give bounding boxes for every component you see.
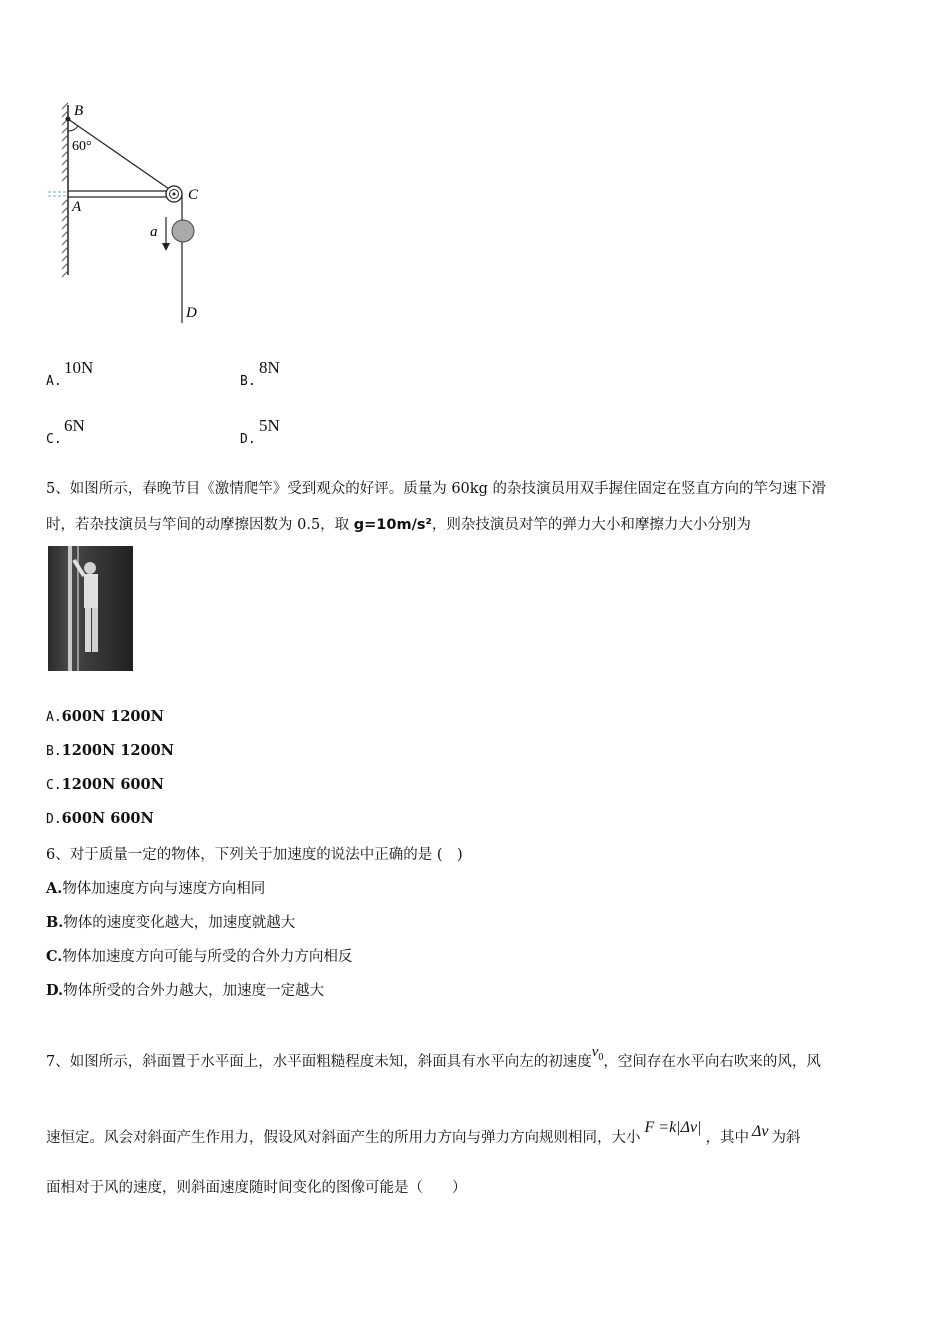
label-angle: 60°	[72, 139, 92, 154]
label-a: A	[72, 199, 82, 215]
q6-option-d-text: 物体所受的合外力越大，加速度一定越大	[63, 983, 325, 999]
q4-option-d-value: 5N	[259, 416, 280, 435]
q4-option-c-value: 6N	[64, 416, 85, 435]
q6-stem: 6、对于质量一定的物体，下列关于加速度的说法中正确的是 ( )	[46, 847, 463, 863]
q6-option-b-text: 物体的速度变化越大，加速度就越大	[63, 915, 296, 931]
q5-option-a-text: 600N 1200N	[61, 708, 164, 725]
q7-v0	[591, 1044, 604, 1063]
q6-option-c-letter: C.	[46, 948, 63, 965]
q6-option-d-letter: D.	[46, 982, 64, 999]
q6-option-d	[46, 979, 324, 1000]
q5-option-b	[46, 741, 174, 759]
q5-option-c	[46, 775, 164, 793]
q4-option-b-letter: B.	[240, 374, 256, 389]
label-d: D	[186, 305, 197, 321]
q6-option-c	[46, 945, 352, 966]
q7-stem-line2	[46, 1119, 801, 1147]
q5-formula: g=10m/s²	[353, 517, 432, 533]
q6-option-b	[46, 911, 295, 932]
label-b: B	[74, 103, 84, 119]
q7-stem-line1-post: ，空间存在水平向右吹来的风，风	[603, 1054, 821, 1070]
q7-stem-line2-mid: ，其中	[705, 1130, 749, 1146]
q4-option-a-value: 10N	[64, 358, 94, 377]
q6-option-a	[46, 877, 265, 898]
q5-option-b-letter: B.	[46, 744, 62, 759]
q6-option-a-text: 物体加速度方向与速度方向相同	[62, 881, 266, 897]
q5-option-d-letter: D.	[46, 812, 62, 827]
q4-option-b-value: 8N	[259, 358, 280, 377]
q5-option-d-text: 600N 600N	[61, 810, 154, 827]
q7-stem-line1-pre: 7、如图所示，斜面置于水平面上，水平面粗糙程度未知，斜面具有水平向左的初速度	[46, 1054, 592, 1070]
q5-stem-line2	[46, 513, 751, 534]
q5-option-c-letter: C.	[46, 778, 62, 793]
q4-option-a-letter: A.	[46, 374, 62, 389]
q7-stem-line3: 面相对于风的速度，则斜面速度随时间变化的图像可能是（ ）	[46, 1180, 467, 1196]
q5-option-d	[46, 809, 154, 827]
q5-option-a	[46, 707, 164, 725]
q7-stem-line2-pre: 速恒定。风会对斜面产生作用力，假设风对斜面产生的所用力方向与弹力方向规则相同，大小	[46, 1130, 641, 1146]
q4-option-d-letter: D.	[240, 432, 256, 447]
q7-formula: F =k|Δv|	[644, 1119, 702, 1136]
pulley-diagram	[40, 95, 220, 335]
q7-stem-line2-post: 为斜	[771, 1130, 801, 1146]
q5-option-b-text: 1200N 1200N	[61, 742, 174, 759]
q7-v0-subscript: 0	[598, 1052, 604, 1063]
q7-delta-v: Δv	[751, 1123, 769, 1140]
q5-stem-post: ，则杂技演员对竿的弹力大小和摩擦力大小分别为	[431, 517, 751, 533]
q6-option-c-text: 物体加速度方向可能与所受的合外力方向相反	[62, 949, 353, 965]
q6-option-a-letter: A.	[46, 880, 63, 897]
q7-stem-line1	[46, 1044, 821, 1073]
acrobat-photo	[48, 546, 133, 671]
q5-stem-pre: 时，若杂技演员与竿间的动摩擦因数为 0.5，取	[46, 517, 354, 533]
q7-v0-symbol: v	[591, 1044, 599, 1060]
q5-stem-line1: 5、如图所示，春晚节目《激情爬竿》受到观众的好评。质量为 60kg 的杂技演员用双手握住固定在竖直方向的竿匀速下滑	[46, 481, 826, 497]
q4-option-c-letter: C.	[46, 432, 62, 447]
q5-option-a-letter: A.	[46, 710, 62, 725]
label-c: C	[188, 187, 199, 203]
q6-option-b-letter: B.	[46, 914, 64, 931]
label-accel: a	[150, 224, 158, 240]
q5-option-c-text: 1200N 600N	[61, 776, 164, 793]
